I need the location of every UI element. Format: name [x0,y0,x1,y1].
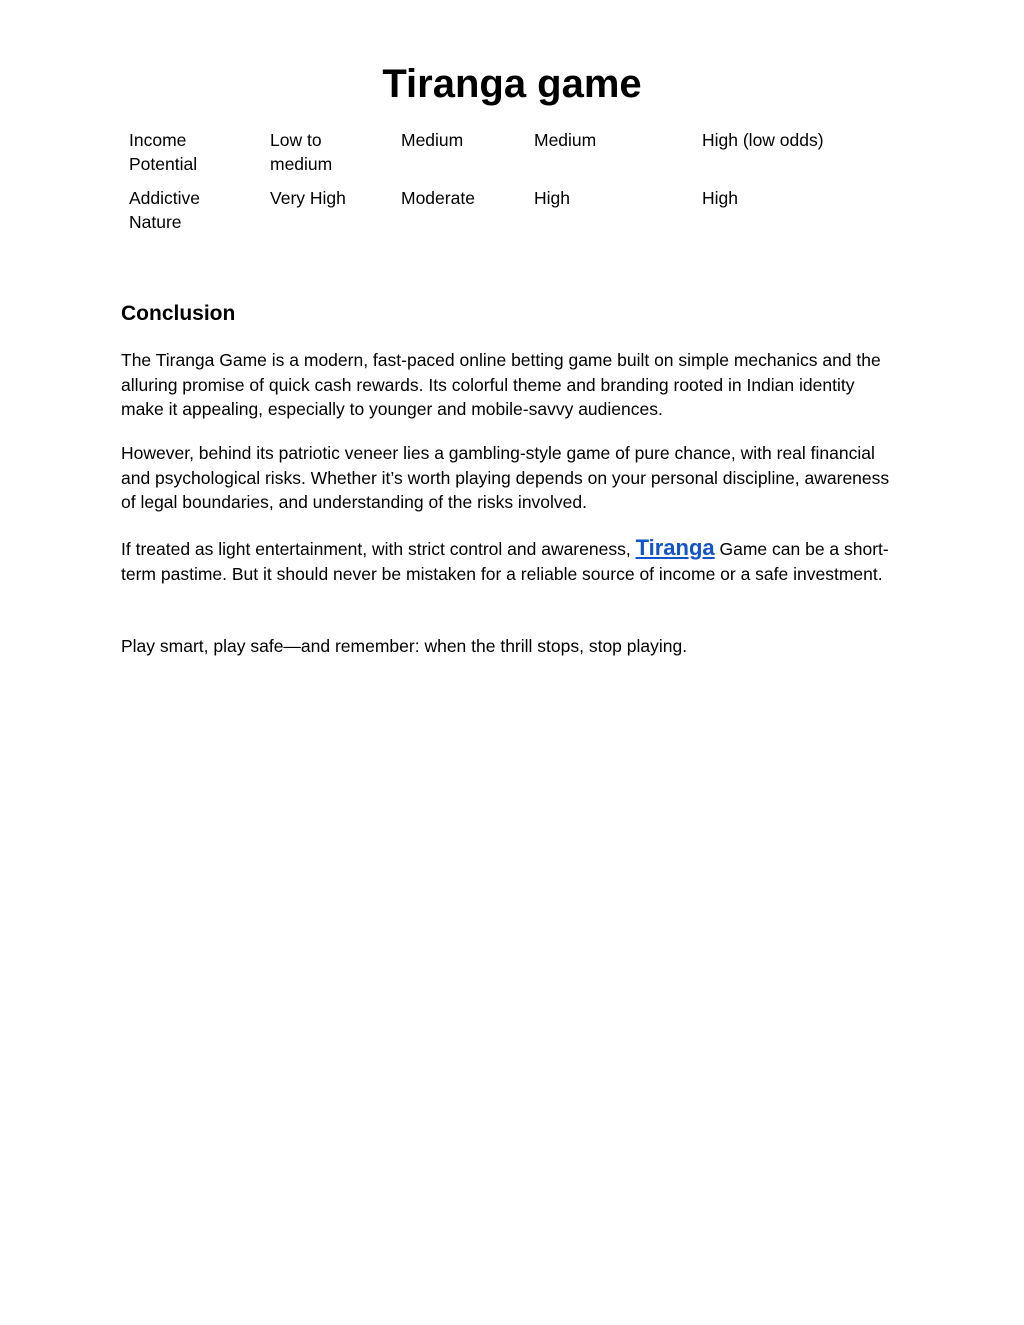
conclusion-heading: Conclusion [121,302,236,325]
table-cell: Very High [270,188,346,208]
conclusion-paragraph-4: Play smart, play safe—and remember: when the thrill stops, stop playing. [121,636,688,656]
table-cell: Income Potential [129,130,198,174]
table-cell: High (low odds) [702,130,824,150]
table-cell: High [702,188,738,208]
conclusion-paragraph-2: However, behind its patriotic veneer lies a gambling-style game of pure chance, with real financial and psychological risks. Whether it’s worth playing depends on your personal discipline, awareness of legal boundaries, and understanding of the risks involved. [121,443,890,512]
tiranga-link[interactable]: Tiranga [635,535,715,560]
table-row [121,184,895,242]
table-row [121,126,895,184]
table-cell: Addictive Nature [129,188,201,232]
page-title: Tiranga game [382,62,642,106]
paragraph-text-after-link: Game can be a short-term pastime. But it should never be mistaken for a reliable source of income or a safe investment. [121,539,889,584]
conclusion-paragraph-3 [121,535,901,587]
paragraph-text-before-link: If treated as light entertainment, with strict control and awareness, [121,539,636,559]
table-cell: Medium [401,130,464,150]
table-cell: High [534,188,570,208]
table-cell: Low to medium [270,130,333,174]
table-cell: Medium [534,130,597,150]
conclusion-paragraph-1: The Tiranga Game is a modern, fast-paced online betting game built on simple mechanics and the alluring promise of quick cash rewards. Its colorful theme and branding rooted in Indian identity make it appealing, especially to younger and mobile-savvy audiences. [121,350,881,419]
table-cell: Moderate [401,188,475,208]
comparison-table [121,126,895,242]
